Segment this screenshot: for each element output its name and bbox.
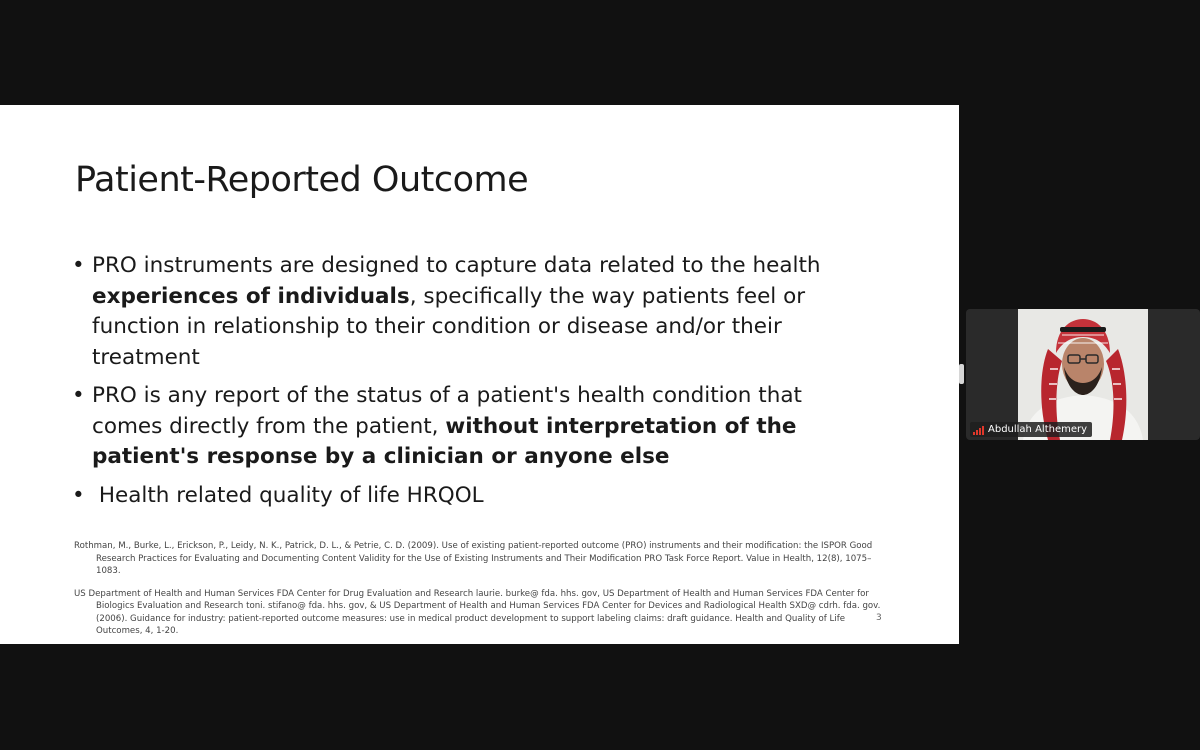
participant-avatar [1018, 309, 1148, 440]
bullet-item [72, 481, 872, 512]
bullet-dot: • [72, 253, 85, 278]
slide-title: Patient-Reported Outcome [75, 160, 529, 200]
participant-name: Abdullah Althemery [988, 424, 1088, 435]
bullet-dot: • [72, 383, 85, 408]
participant-name-tag [970, 422, 1092, 437]
references [74, 540, 894, 648]
bullet-bold-text: experiences of individuals [92, 283, 410, 309]
bullet-text: Health related quality of life HRQOL [92, 482, 484, 508]
reference-item: Rothman, M., Burke, L., Erickson, P., Leidy, N. K., Patrick, D. L., & Petrie, C. D. (2009). Use of existing patient-reported outcome (PRO) instruments and their modification: the ISPOR Good Research Practices for Evaluating and Documenting Content Validity for the Use of Existing Instruments and Their Modification PRO Task Force Report. Value in Health, 12(8), 1075–1083. [74, 541, 873, 576]
bullet-list [72, 251, 872, 519]
reference-item: US Department of Health and Human Services FDA Center for Drug Evaluation and Research laurie. burke@ fda. hhs. gov, US Department of Health and Human Services FDA Center for Biologics Evaluation and Research toni. stifano@ fda. hhs. gov, & US Department of Health and Human Services FDA Center for Devices and Radiological Health SXD@ cdrh. fda. gov. (2006). Guidance for industry: patient-reported outcome measures: use in medical product development to support labeling claims: draft guidance. Health and Quality of Life Outcomes, 4, 1-20. [74, 588, 881, 636]
bullet-item [72, 251, 872, 373]
bullet-bold-text: without interpretation of the patient's response by a clinician or anyone else [92, 413, 797, 469]
bullet-dot: • [72, 482, 85, 508]
panel-resize-handle[interactable] [959, 364, 964, 384]
participant-tile[interactable] [966, 309, 1200, 440]
slide-page-number: 3 [876, 613, 882, 623]
bullet-text: PRO instruments are designed to capture data related to the health [92, 253, 821, 278]
bullet-item [72, 381, 872, 473]
bullet-text: PRO is any report of the status of a patient's health condition that comes directly from the patient, [92, 383, 802, 439]
signal-strength-icon [973, 425, 984, 435]
bullet-text: , specifically the way patients feel or function in relationship to their condition or disease and/or their treatment [92, 283, 806, 370]
participant-video [1018, 309, 1148, 440]
